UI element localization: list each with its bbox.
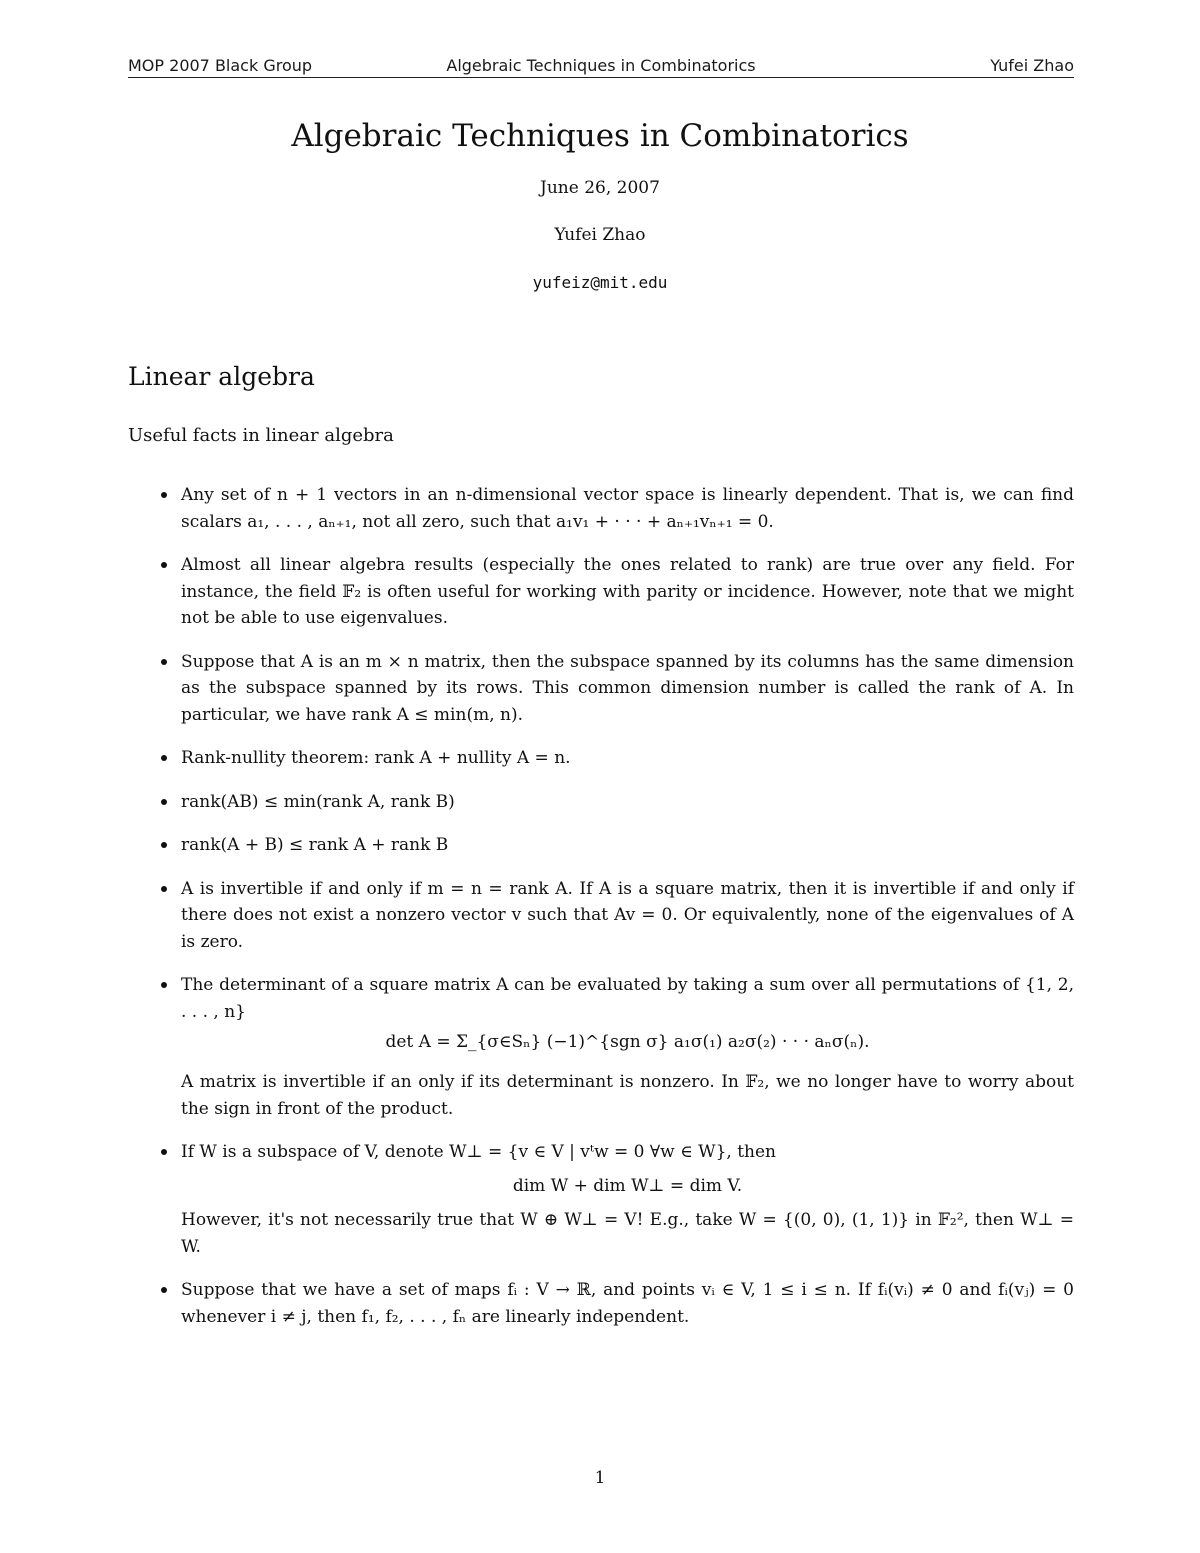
section-heading: Linear algebra — [128, 362, 315, 391]
item-text: Suppose that A is an m × n matrix, then the subspace spanned by its columns has the same dimension as the subspace spanned by its rows. This common dimension number is called the rank of A. In particular, we have rank A ≤ min(m, n). — [181, 651, 1074, 725]
list-item — [181, 482, 1074, 535]
item-text-continued: A matrix is invertible if an only if its determinant is nonzero. In 𝔽₂, we no longer have to worry about the sign in front of the product. — [181, 1072, 1074, 1119]
paper-author: Yufei Zhao — [554, 225, 646, 245]
determinant-formula: det A = Σ_{σ∈Sₙ} (−1)^{sgn σ} a₁σ(₁) a₂σ(₂) · · · aₙσ(ₙ). — [385, 1032, 870, 1052]
item-text: rank(AB) ≤ min(rank A, rank B) — [181, 791, 455, 812]
running-header-center: Algebraic Techniques in Combinatorics — [446, 56, 756, 75]
header-rule — [128, 77, 1074, 78]
list-item — [181, 789, 1074, 816]
paper-title: Algebraic Techniques in Combinatorics — [291, 118, 909, 154]
running-header-right: Yufei Zhao — [990, 56, 1074, 75]
item-text: The determinant of a square matrix A can be evaluated by taking a sum over all permutations of {1, 2, . . . , n} — [181, 975, 1074, 1022]
item-text: Almost all linear algebra results (especially the ones related to rank) are true over any field. For instance, the field 𝔽₂ is often useful for working with parity or incidence. However, note that we might not be able to use eigenvalues. — [181, 555, 1074, 628]
item-text-continued: However, it's not necessarily true that W ⊕ W⊥ = V! E.g., take W = {(0, 0), (1, 1)} in 𝔽₂², then W⊥ = W. — [181, 1210, 1074, 1257]
item-text: Any set of n + 1 vectors in an n-dimensional vector space is linearly dependent. That is, we can find scalars a₁, . . . , aₙ₊₁, not all zero, such that a₁v₁ + · · · + aₙ₊₁vₙ₊₁ = 0. — [181, 485, 1074, 532]
list-item — [181, 876, 1074, 956]
list-item — [181, 745, 1074, 772]
dimension-formula: dim W + dim W⊥ = dim V. — [512, 1175, 743, 1196]
item-text: If W is a subspace of V, denote W⊥ = {v ∈ V | vᵗw = 0 ∀w ∈ W}, then — [181, 1142, 776, 1162]
running-header-left: MOP 2007 Black Group — [128, 56, 313, 75]
item-text: A is invertible if and only if m = n = rank A. If A is a square matrix, then it is invertible if and only if there does not exist a nonzero vector v such that Av = 0. Or equivalently, none of the eigenvalues of A is zero. — [181, 878, 1074, 952]
list-item — [181, 832, 1074, 859]
list-item — [181, 972, 1074, 1122]
paper-date: June 26, 2007 — [540, 178, 660, 198]
item-text: Rank-nullity theorem: rank A + nullity A = n. — [181, 748, 571, 768]
list-item — [181, 552, 1074, 632]
list-item — [181, 649, 1074, 729]
item-text: Suppose that we have a set of maps fᵢ : V → ℝ, and points vᵢ ∈ V, 1 ≤ i ≤ n. If fᵢ(vᵢ) ≠ 0 and fᵢ(vⱼ) = 0 whenever i ≠ j, then f₁, f₂, . . . , fₙ are linearly independent. — [181, 1280, 1074, 1327]
item-text: rank(A + B) ≤ rank A + rank B — [181, 835, 449, 855]
subsection-heading: Useful facts in linear algebra — [128, 425, 394, 446]
author-email: yufeiz@mit.edu — [532, 273, 668, 292]
list-item — [181, 1139, 1074, 1260]
page-number: 1 — [594, 1468, 606, 1488]
list-item — [181, 1277, 1074, 1330]
facts-list — [181, 482, 1074, 1347]
